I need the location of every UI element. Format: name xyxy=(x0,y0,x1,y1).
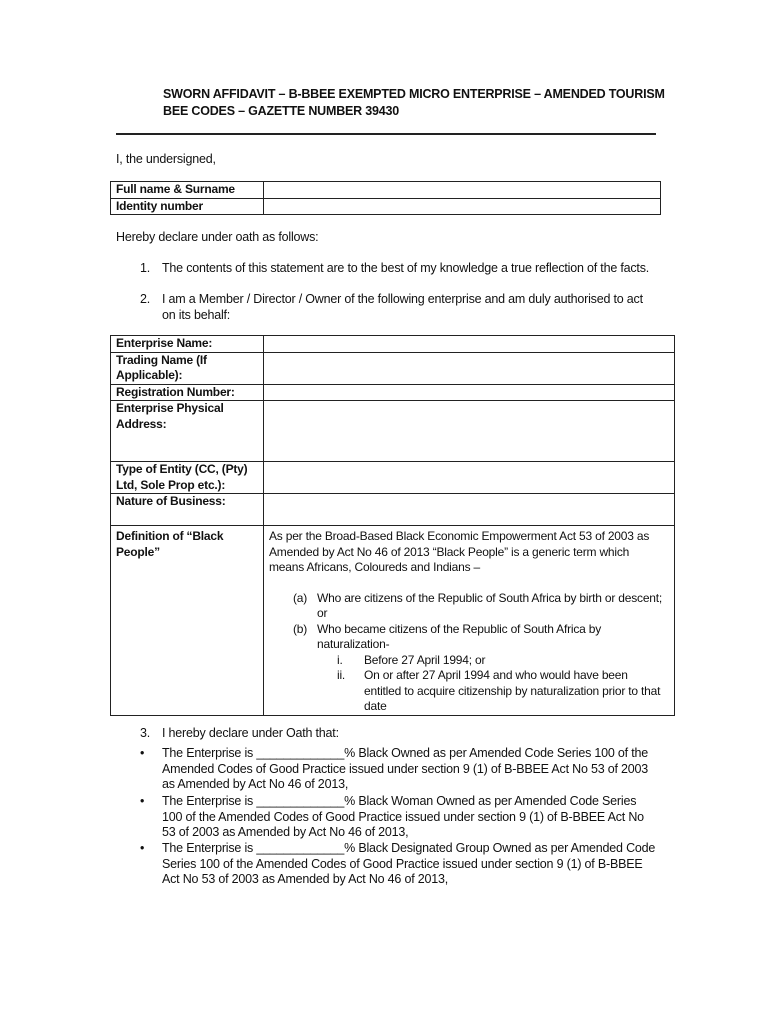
bullet-text: The Enterprise is _____________% Black Owned as per Amended Code Series 100 of the Amended Codes of Good Practice issued under section 9 (1) of B-BBEE Act No 53 of 2003 as Amended by Act No 46 of 2013, xyxy=(162,746,649,791)
bullet-item xyxy=(140,746,660,793)
physical-address-label: Enterprise Physical Address: xyxy=(111,401,264,462)
enterprise-name-label: Enterprise Name: xyxy=(111,336,264,353)
title-divider xyxy=(116,133,656,135)
bullet-text: The Enterprise is _____________% Black Woman Owned as per Amended Code Series 100 of the Amended Codes of Good Practice issued under section 9 (1) of B-BBEE Act No 53 of 2003 as Amended by Act No 46 of 2013, xyxy=(162,794,644,839)
bullet-dot: • xyxy=(140,794,145,808)
bullet-text: The Enterprise is _____________% Black Designated Group Owned as per Amended Code Series 100 of the Amended Codes of Good Practice issued under section 9 (1) of B-BBEE Act No 53 of 2003 as Amended by Act No 46 of 2013, xyxy=(162,841,656,886)
declare-text: Hereby declare under oath as follows: xyxy=(116,230,319,244)
table-row xyxy=(111,352,675,384)
full-name-label: Full name & Surname xyxy=(111,182,264,199)
bullet-item xyxy=(140,794,660,841)
table-row xyxy=(111,198,661,215)
type-of-entity-label: Type of Entity (CC, (Pty) Ltd, Sole Prop etc.): xyxy=(111,462,264,494)
table-row xyxy=(111,494,675,526)
item-number: 2. xyxy=(140,292,151,306)
item-text: The contents of this statement are to the best of my knowledge a true reflection of the facts. xyxy=(162,261,650,275)
title-line-1: SWORN AFFIDAVIT – B-BBEE EXEMPTED MICRO ENTERPRISE – AMENDED TOURISM xyxy=(163,87,665,101)
identity-number-label: Identity number xyxy=(111,198,264,215)
bullet-dot: • xyxy=(140,746,145,760)
type-of-entity-field[interactable] xyxy=(264,462,675,494)
table-row xyxy=(111,384,675,401)
list-item xyxy=(140,292,660,324)
title-line-2: BEE CODES – GAZETTE NUMBER 39430 xyxy=(163,104,400,118)
bullet-dot: • xyxy=(140,841,145,855)
table-row xyxy=(111,401,675,462)
definition-label: Definition of “Black People” xyxy=(111,526,264,716)
table-row xyxy=(111,336,675,353)
definition-sub-a: (a) Who are citizens of the Republic of South Africa by birth or descent; xyxy=(293,590,663,605)
registration-number-label: Registration Number: xyxy=(111,384,264,401)
definition-sub-b: (b) Who became citizens of the Republic of South Africa by naturalization- xyxy=(293,621,602,651)
full-name-field[interactable] xyxy=(264,182,661,199)
sub-a-marker: (a) xyxy=(293,590,308,605)
identity-table xyxy=(110,181,661,215)
trading-name-field[interactable] xyxy=(264,352,675,384)
item-number: 1. xyxy=(140,261,151,275)
definition-or: or xyxy=(317,606,328,620)
item-number: 3. xyxy=(140,726,151,740)
definition-sub-ii: ii. On or after 27 April 1994 and who would have been entitled to acquire citizenship by naturalization prior to that date xyxy=(337,668,661,713)
nature-of-business-label: Nature of Business: xyxy=(111,494,264,526)
item-text-continued: on its behalf: xyxy=(162,307,231,322)
document-title xyxy=(163,86,683,120)
nature-of-business-field[interactable] xyxy=(264,494,675,526)
registration-number-field[interactable] xyxy=(264,384,675,401)
sub-ii-marker: ii. xyxy=(337,668,346,682)
table-row xyxy=(111,526,675,716)
item-text: I am a Member / Director / Owner of the following enterprise and am duly authorised to act xyxy=(162,292,643,306)
physical-address-field[interactable] xyxy=(264,401,675,462)
enterprise-name-field[interactable] xyxy=(264,336,675,353)
sub-b-marker: (b) xyxy=(293,621,308,636)
definition-sub-i: i. Before 27 April 1994; or xyxy=(337,652,486,667)
identity-number-field[interactable] xyxy=(264,198,661,215)
definition-cell xyxy=(264,526,675,716)
table-row xyxy=(111,462,675,494)
trading-name-label: Trading Name (If Applicable): xyxy=(111,352,264,384)
intro-text: I, the undersigned, xyxy=(116,152,216,166)
item-text: I hereby declare under Oath that: xyxy=(162,726,339,740)
bullet-item xyxy=(140,841,660,888)
table-row xyxy=(111,182,661,199)
sub-i-marker: i. xyxy=(337,652,343,667)
enterprise-table xyxy=(110,335,675,716)
definition-text: As per the Broad-Based Black Economic Empowerment Act 53 of 2003 as Amended by Act No 46 of 2013 “Black People” is a generic term which means Africans, Coloureds and Indians – xyxy=(269,529,650,574)
